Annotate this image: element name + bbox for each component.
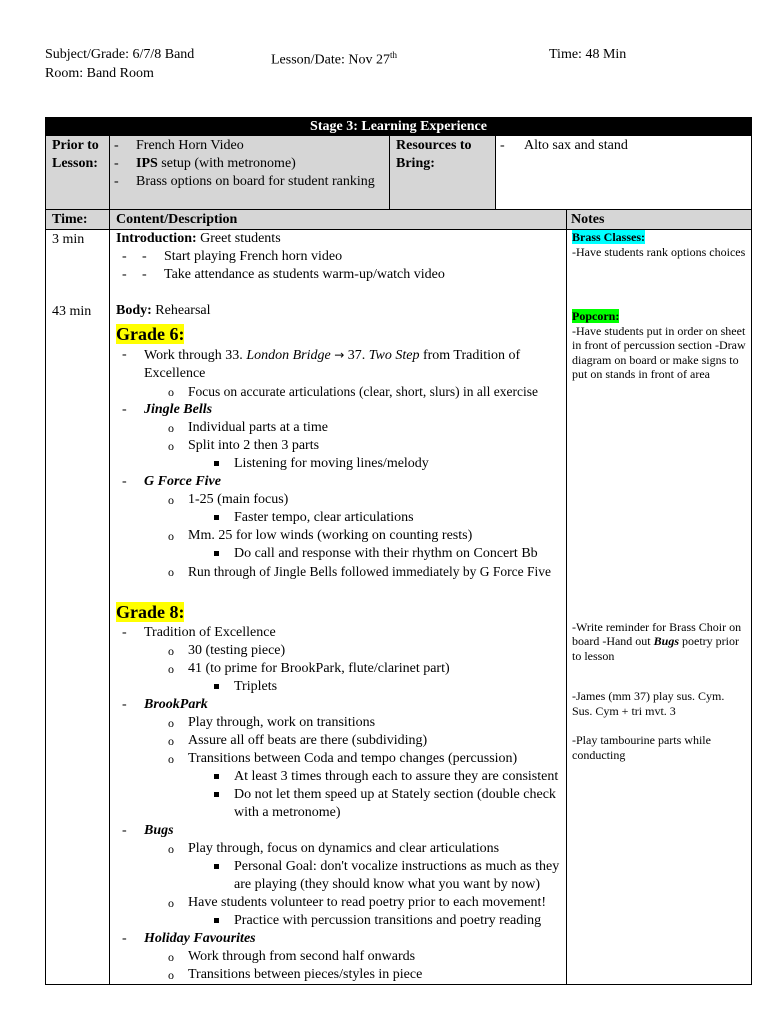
jingle-title — [116, 401, 564, 419]
bugs-a: o Play through, focus on dynamics and clear articulations — [116, 840, 564, 858]
gforce-a1: Faster tempo, clear articulations — [116, 509, 564, 527]
prior-item: - French Horn Video — [110, 137, 389, 155]
jingle-b1: Listening for moving lines/melody — [116, 455, 564, 473]
brook-title — [116, 696, 564, 714]
grade6-focus: o Focus on accurate articulations (clear, short, slurs) in all exercise — [116, 383, 564, 401]
intro-item-text: Take attendance as students warm-up/watch video — [164, 267, 445, 282]
holiday-title — [116, 930, 564, 948]
body-label: Body: — [116, 303, 152, 318]
prior-item — [110, 155, 389, 173]
grade8-title: Grade 8: — [116, 602, 185, 622]
holiday-text: Holiday Favourites — [144, 931, 256, 946]
time-cell — [46, 230, 110, 985]
intro-item-text: Start playing French horn video — [164, 249, 343, 264]
notes-cell — [567, 230, 752, 985]
popcorn-text: -Have students put in order on sheet in front of percussion section -Draw diagram on board or make signs to put on stands in front of area — [572, 323, 746, 381]
gforce-b: o Mm. 25 for low winds (working on counting rests) — [116, 527, 564, 545]
col-content: Content/Description — [110, 210, 567, 230]
work-piece1: London Bridge — [246, 348, 331, 363]
tambourine-note: -Play tambourine parts while conducting — [572, 733, 711, 762]
lesson-date — [271, 46, 397, 70]
lesson-date-text: Lesson/Date: Nov 27 — [271, 52, 390, 68]
work-pre: Work through 33. — [144, 348, 247, 363]
col-time: Time: — [46, 210, 110, 230]
brook-c2: Do not let them speed up at Stately section (double check with a metronome) — [116, 786, 564, 822]
bugs-b1: Practice with percussion transitions and poetry reading — [116, 912, 564, 930]
content-cell — [110, 230, 567, 985]
prior-item: - Brass options on board for student ranking — [110, 173, 389, 191]
intro-label: Introduction: — [116, 231, 197, 246]
intro-time: 3 min — [52, 232, 85, 247]
toe-b: o 41 (to prime for BrookPark, flute/clarinet part) — [116, 660, 564, 678]
reminder-bugs: Bugs — [653, 634, 680, 648]
toe-b1: Triplets — [116, 678, 564, 696]
gforce-title — [116, 473, 564, 491]
prior-label: Prior to Lesson: — [46, 136, 110, 210]
brass-text: -Have students rank options choices — [572, 244, 746, 259]
gforce-a: o 1-25 (main focus) — [116, 491, 564, 509]
arrow-icon: → — [334, 348, 345, 362]
prior-items — [110, 136, 390, 210]
brook-b: o Assure all off beats are there (subdividing) — [116, 732, 564, 750]
toe-title: - Tradition of Excellence — [116, 624, 564, 642]
intro-item: - - Take attendance as students warm-up/watch video — [116, 266, 564, 284]
grade6-title: Grade 6: — [116, 324, 185, 344]
ips-label: IPS — [136, 156, 158, 171]
subject-grade: Subject/Grade: 6/7/8 Band — [45, 47, 195, 62]
col-notes: Notes — [567, 210, 752, 230]
holiday-b: o Transitions between pieces/styles in piece — [116, 966, 564, 984]
jingle-b: o Split into 2 then 3 parts — [116, 437, 564, 455]
work-piece2: Two Step — [368, 348, 420, 363]
body-text: Rehearsal — [151, 303, 211, 318]
resource-item: - Alto sax and stand — [496, 137, 751, 155]
work-post: from Tradition of Excellence — [144, 348, 521, 381]
reminder-post: poetry prior to lesson — [572, 634, 739, 663]
resources-items — [496, 136, 752, 210]
brass-title: Brass Classes: — [572, 230, 646, 244]
prior-item-text: setup (with metronome) — [161, 156, 296, 171]
lesson-table — [45, 117, 752, 985]
lesson-time: Time: 48 Min — [549, 47, 627, 62]
gforce-b1: Do call and response with their rhythm on Concert Bb — [116, 545, 564, 563]
gforce-c: o Run through of Jingle Bells followed immediately by G Force Five — [116, 563, 564, 581]
reminder-note — [572, 620, 747, 664]
work-mid: 37. — [344, 348, 369, 363]
room: Room: Band Room — [45, 66, 154, 81]
jingle-a: o Individual parts at a time — [116, 419, 564, 437]
brook-c: o Transitions between Coda and tempo changes (percussion) — [116, 750, 564, 768]
body-time: 43 min — [52, 304, 92, 319]
jingle-text: Jingle Bells — [144, 402, 213, 417]
james-note: -James (mm 37) play sus. Cym. Sus. Cym + tri mvt. 3 — [572, 689, 725, 718]
resources-label: Resources to Bring: — [390, 136, 496, 210]
bugs-b: o Have students volunteer to read poetry prior to each movement! — [116, 894, 564, 912]
toe-a: o 30 (testing piece) — [116, 642, 564, 660]
gforce-text: G Force Five — [144, 474, 221, 489]
intro-text: Greet students — [196, 231, 281, 246]
intro-item: - - Start playing French horn video — [116, 248, 564, 266]
brook-text: BrookPark — [144, 697, 208, 712]
brook-a: o Play through, work on transitions — [116, 714, 564, 732]
lesson-date-sup: th — [389, 50, 397, 60]
bugs-a1: Personal Goal: don't vocalize instructions as much as they are playing (they should know what you want by now) — [116, 858, 564, 894]
stage-title: Stage 3: Learning Experience — [46, 118, 752, 136]
reminder-pre: -Write reminder for Brass Choir on board -Hand out — [572, 619, 742, 648]
brook-c1: At least 3 times through each to assure they are consistent — [116, 768, 564, 786]
bugs-title — [116, 822, 564, 840]
holiday-a: o Work through from second half onwards — [116, 948, 564, 966]
popcorn-title: Popcorn: — [572, 309, 620, 323]
grade6-work — [116, 346, 564, 383]
bugs-text: Bugs — [144, 823, 174, 838]
